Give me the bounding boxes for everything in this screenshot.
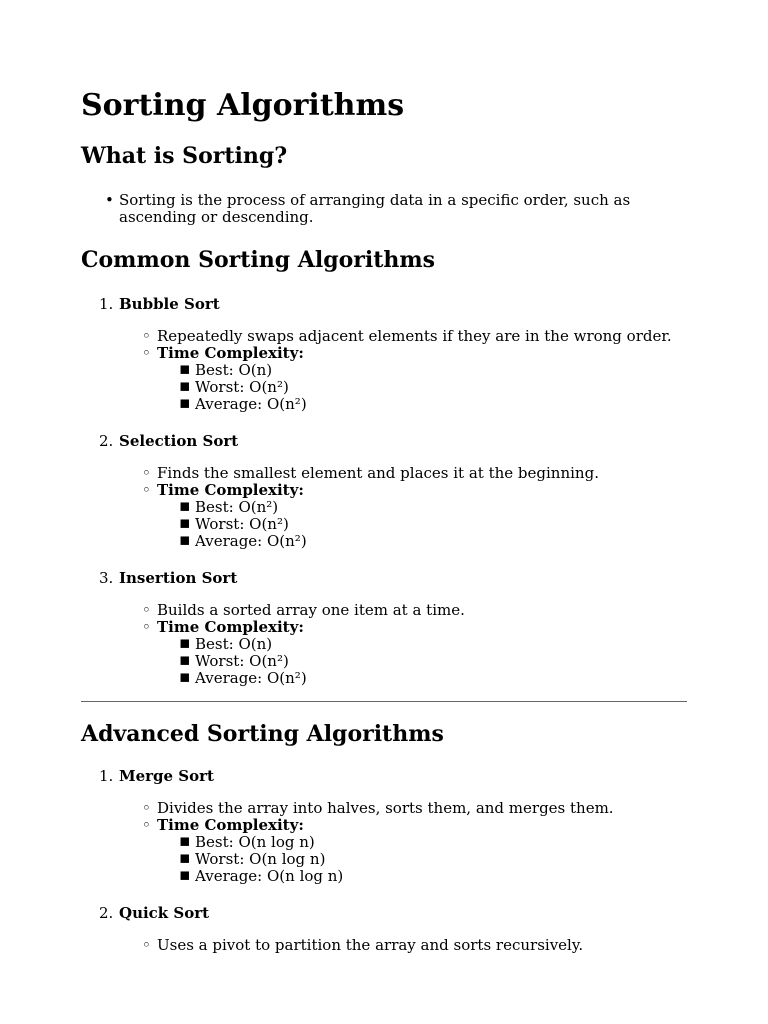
algo-description: ◦ Uses a pivot to partition the array and sorts recursively.	[157, 937, 687, 954]
time-complexity-label: Time Complexity:	[157, 618, 304, 636]
list-number: 1.	[99, 295, 114, 313]
complexity-best: ▪ Best: O(n²)	[195, 499, 687, 516]
heading-common-sorting: Common Sorting Algorithms	[81, 247, 436, 273]
time-complexity-label: Time Complexity:	[157, 344, 304, 362]
complexity-worst: ▪ Worst: O(n²)	[195, 379, 687, 396]
list-number: 1.	[99, 767, 114, 785]
algo-title: Bubble Sort	[119, 295, 220, 313]
algo-details	[119, 465, 687, 550]
time-complexity-item	[157, 482, 687, 550]
time-complexity-label: Time Complexity:	[157, 481, 304, 499]
common-algorithms-list	[81, 296, 687, 687]
what-list	[81, 192, 687, 226]
algo-description: ◦ Finds the smallest element and places it at the beginning.	[157, 465, 687, 482]
complexity-list	[157, 834, 687, 885]
algo-quick-sort	[99, 904, 687, 954]
divider-wrap	[81, 701, 687, 702]
complexity-best: ▪ Best: O(n)	[195, 636, 687, 653]
page-title: Sorting Algorithms	[81, 88, 405, 123]
complexity-worst: ▪ Worst: O(n log n)	[195, 851, 687, 868]
time-complexity-item	[157, 817, 687, 885]
complexity-list	[157, 362, 687, 413]
complexity-average: ▪ Average: O(n²)	[195, 396, 687, 413]
algo-description: ◦ Repeatedly swaps adjacent elements if they are in the wrong order.	[157, 328, 687, 345]
complexity-list	[157, 499, 687, 550]
horizontal-divider	[81, 701, 687, 702]
what-bullet: • Sorting is the process of arranging data in a specific order, such as ascending or descending.	[119, 192, 687, 226]
algo-details	[119, 602, 687, 687]
algo-merge-sort	[99, 767, 687, 885]
heading-advanced-sorting: Advanced Sorting Algorithms	[81, 721, 444, 747]
complexity-best: ▪ Best: O(n log n)	[195, 834, 687, 851]
complexity-average: ▪ Average: O(n log n)	[195, 868, 687, 885]
algo-bubble-sort	[99, 295, 687, 413]
algo-title: Selection Sort	[119, 432, 239, 450]
complexity-average: ▪ Average: O(n²)	[195, 533, 687, 550]
list-number: 3.	[99, 569, 114, 587]
algo-selection-sort	[99, 432, 687, 550]
complexity-average: ▪ Average: O(n²)	[195, 670, 687, 687]
algo-description: ◦ Builds a sorted array one item at a time.	[157, 602, 687, 619]
complexity-list	[157, 636, 687, 687]
algo-details	[119, 937, 687, 954]
algo-title: Merge Sort	[119, 767, 214, 785]
algo-title: Quick Sort	[119, 904, 210, 922]
algo-details	[119, 328, 687, 413]
algo-title: Insertion Sort	[119, 569, 238, 587]
heading-what-is-sorting: What is Sorting?	[81, 143, 288, 169]
time-complexity-item	[157, 619, 687, 687]
complexity-best: ▪ Best: O(n)	[195, 362, 687, 379]
algo-description: ◦ Divides the array into halves, sorts them, and merges them.	[157, 800, 687, 817]
algo-insertion-sort	[99, 569, 687, 687]
complexity-worst: ▪ Worst: O(n²)	[195, 516, 687, 533]
complexity-worst: ▪ Worst: O(n²)	[195, 653, 687, 670]
advanced-algorithms-list	[81, 768, 687, 954]
list-number: 2.	[99, 432, 114, 450]
list-number: 2.	[99, 904, 114, 922]
time-complexity-label: Time Complexity:	[157, 816, 304, 834]
time-complexity-item	[157, 345, 687, 413]
algo-details	[119, 800, 687, 885]
